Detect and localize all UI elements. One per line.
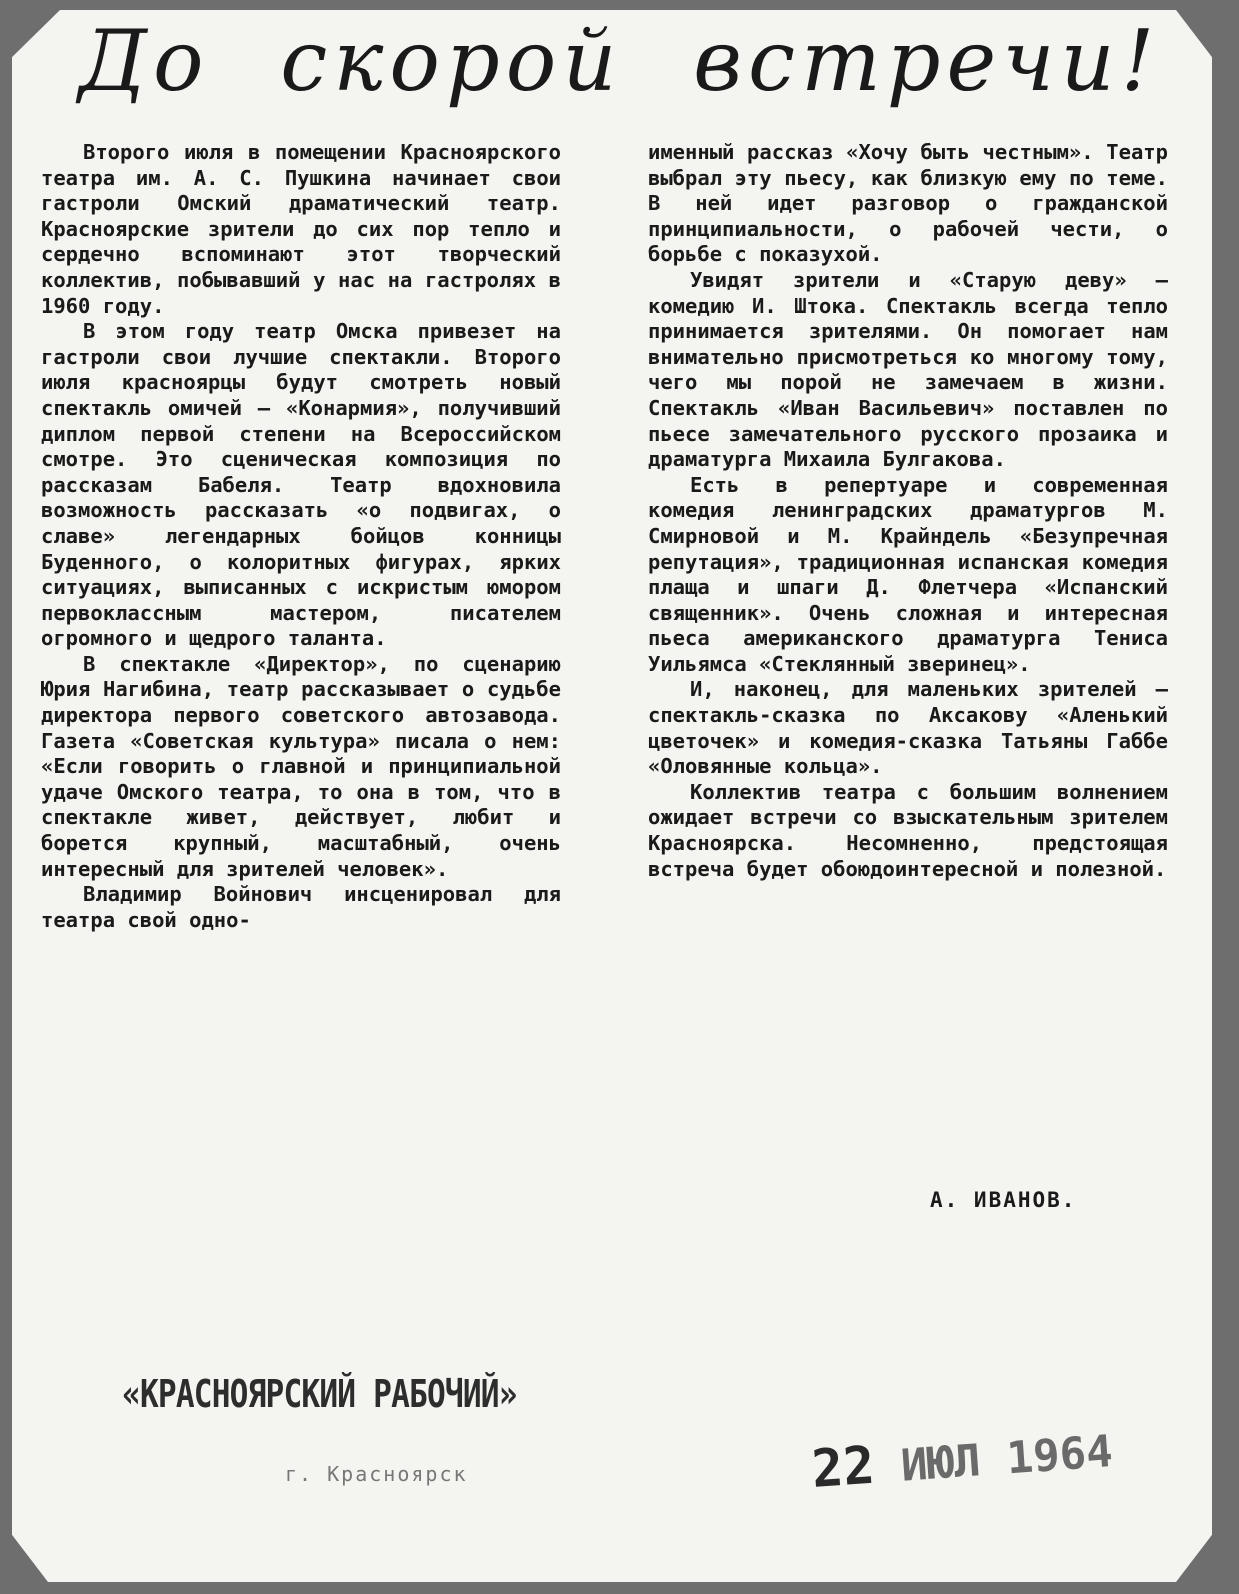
paragraph: Владимир Войнович инсценировал для театра свой одно-	[41, 882, 561, 932]
article-title: До скорой встречи!	[78, 12, 1161, 110]
newspaper-stamp: «КРАСНОЯРСКИЙ РАБОЧИЙ»	[122, 1372, 517, 1416]
paragraph: В этом году театр Омска привезет на гастроли свои лучшие спектакли. Второго июля красноярцы будут смотреть новый спектакль омичей — «Конармия», получивший диплом первой степени на Всероссийском смотре. Это сценическая композиция по рассказам Бабеля. Театр вдохновила возможность рассказать «о подвигах, о славе» легендарных бойцов конницы Буденного, о колоритных фигурах, ярких ситуациях, выписанных с искристым юмором первоклассным мастером, писателем огромного и щедрого таланта.	[41, 319, 561, 651]
paragraph: Увидят зрители и «Старую деву» — комедию И. Штока. Спектакль всегда тепло принимается зрителями. Он помогает нам внимательно присмотреться ко многому тому, чего мы порой не замечаем в жизни. Спектакль «Иван Васильевич» поставлен по пьесе замечательного русского прозаика и драматурга Михаила Булгакова.	[648, 267, 1168, 472]
paragraph: Коллектив театра с большим волнением ожидает встречи со взыскательным зрителем Красноярска. Несомненно, предстоящая встреча будет обоюдоинтересной и полезной.	[648, 779, 1168, 881]
left-column	[41, 140, 561, 933]
paragraph: В спектакле «Директор», по сценарию Юрия Нагибина, театр рассказывает о судьбе директора первого советского автозавода. Газета «Советская культура» писала о нем: «Если говорить о главной и принципиальной удаче Омского театра, то она в том, что в спектакле живет, действует, любит и борется крупный, масштабный, очень интересный для зрителей человек».	[41, 651, 561, 881]
paragraph: именный рассказ «Хочу быть честным». Театр выбрал эту пьесу, как близкую ему по теме. В ней идет разговор о гражданской принципиальности, о рабочей чести, о борьбе с показухой.	[648, 140, 1168, 267]
paragraph: Есть в репертуаре и современная комедия ленинградских драматургов М. Смирновой и М. Крайндель «Безупречная репутация», традиционная испанская комедия плаща и шпаги Д. Флетчера «Испанский священник». Очень сложная и интересная пьеса американского драматурга Тениса Уильямса «Стеклянный зверинец».	[648, 472, 1168, 676]
date-day: 22	[809, 1435, 877, 1500]
stamp-city: г. Красноярск	[285, 1462, 468, 1486]
date-month-year: ИЮЛ 1964	[899, 1426, 1115, 1492]
paragraph: Второго июля в помещении Красноярского театра им. А. С. Пушкина начинает свои гастроли Омский драматический театр. Красноярские зрители до сих пор тепло и сердечно вспоминают этот творческий коллектив, побывавший у нас на гастролях в 1960 году.	[41, 140, 561, 318]
author-signature: А. ИВАНОВ.	[930, 1188, 1077, 1212]
paragraph: И, наконец, для маленьких зрителей — спектакль-сказка по Аксакову «Аленький цветочек» и комедия-сказка Татьяны Габбе «Оловянные кольца».	[648, 677, 1168, 779]
right-column	[648, 140, 1168, 882]
